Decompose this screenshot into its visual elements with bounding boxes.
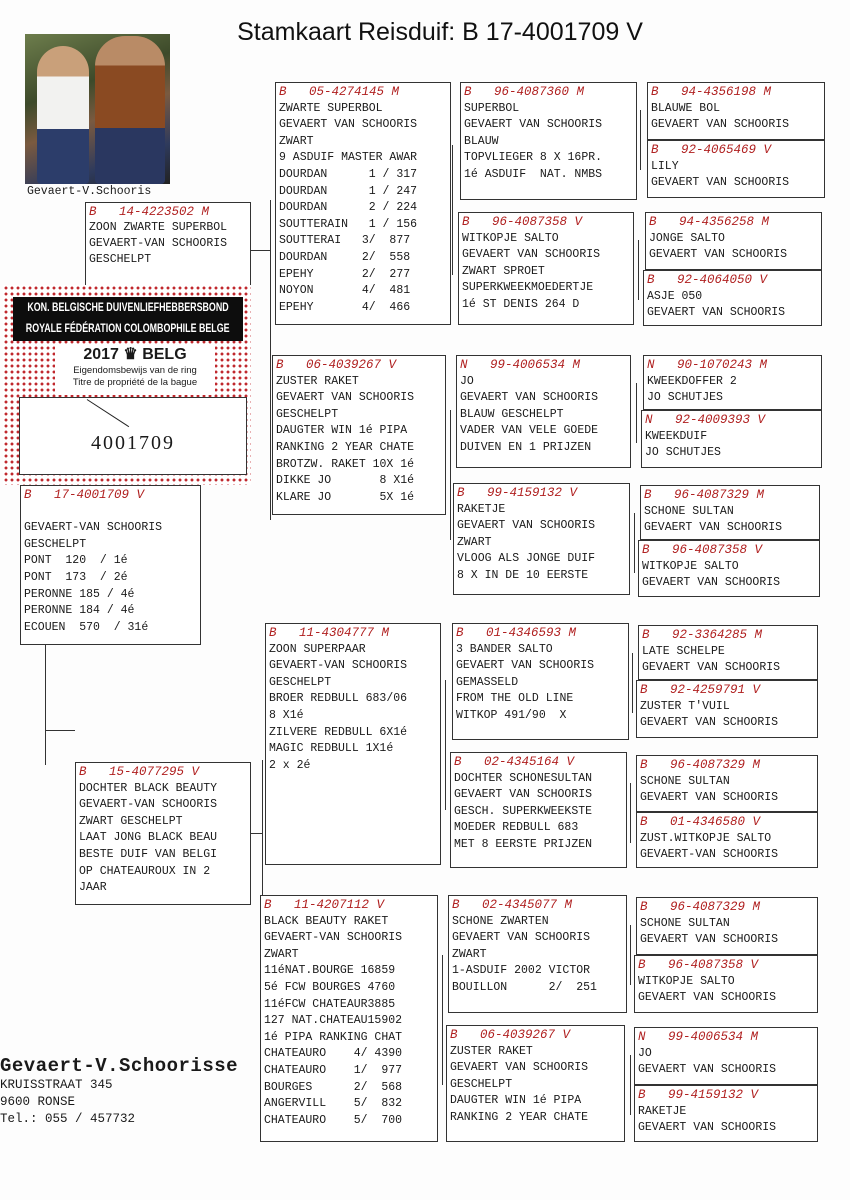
gen5-box bbox=[641, 410, 822, 468]
owner-city: 9600 RONSE bbox=[0, 1095, 76, 1109]
pedigree-line: BESTE DUIF VAN BELGI bbox=[79, 847, 218, 861]
ownership-label-fr: Titre de propriété de la bague bbox=[72, 377, 198, 388]
pedigree-line: WITKOPJE SALTO bbox=[638, 974, 735, 988]
pedigree-line: GEVAERT VAN SCHOORIS bbox=[644, 521, 783, 535]
ring-number: B 92-4259791 V bbox=[640, 683, 761, 697]
pedigree-line: GEVAERT VAN SCHOORIS bbox=[638, 1063, 777, 1077]
pedigree-line: DOURDAN 2/ 558 bbox=[279, 250, 411, 264]
pedigree-line: DIKKE JO 8 X1é bbox=[276, 474, 415, 488]
pedigree-line: 2 x 2é bbox=[269, 758, 311, 772]
pedigree-line: 1é ST DENIS 264 D bbox=[462, 297, 580, 311]
pedigree-line: ZILVERE REDBULL 6X1é bbox=[269, 725, 408, 739]
pedigree-line: CHATEAURO 4/ 4390 bbox=[264, 1047, 403, 1061]
pedigree-line: EPEHY 2/ 277 bbox=[279, 267, 411, 281]
ring-country: BELG bbox=[142, 346, 187, 363]
pedigree-line: JONGE SALTO bbox=[649, 231, 725, 245]
pedigree-line: JO SCHUTJES bbox=[645, 446, 721, 460]
ring-number: N 99-4006534 M bbox=[638, 1030, 759, 1044]
pedigree-line: 3 BANDER SALTO bbox=[456, 642, 553, 656]
pedigree-line: GEVAERT-VAN SCHOORIS bbox=[79, 798, 218, 812]
gen5-box bbox=[647, 140, 825, 198]
pedigree-line: GEVAERT VAN SCHOORIS bbox=[454, 788, 593, 802]
owner-photo bbox=[25, 34, 170, 184]
gen5-box bbox=[638, 625, 818, 680]
pedigree-line: DAUGTER WIN 1é PIPA bbox=[276, 424, 408, 438]
gen4-box bbox=[456, 355, 631, 468]
pedigree-line: GEVAERT VAN SCHOORIS bbox=[642, 576, 781, 590]
pedigree-line: 1é ASDUIF NAT. NMBS bbox=[464, 167, 603, 181]
pedigree-line: 127 NAT.CHATEAU15902 bbox=[264, 1014, 403, 1028]
ring-number: B 02-4345077 M bbox=[452, 898, 573, 912]
pedigree-line: VLOOG ALS JONGE DUIF bbox=[457, 552, 596, 566]
ring-number: B 96-4087358 V bbox=[462, 215, 583, 229]
ring-number: B 96-4087329 M bbox=[644, 488, 765, 502]
pedigree-line: OP CHATEAUROUX IN 2 bbox=[79, 864, 211, 878]
ring-number: N 92-4009393 V bbox=[645, 413, 766, 427]
pedigree-line: 8 X IN DE 10 EERSTE bbox=[457, 568, 589, 582]
ring-number: B 01-4346580 V bbox=[640, 815, 761, 829]
pedigree-line: RANKING 2 YEAR CHATE bbox=[450, 1110, 589, 1124]
ring-number: B 14-4223502 M bbox=[89, 205, 210, 219]
pedigree-line: VADER VAN VELE GOEDE bbox=[460, 424, 599, 438]
ring-number: B 96-4087329 M bbox=[640, 758, 761, 772]
pedigree-line: 1é PIPA RANKING CHAT bbox=[264, 1030, 403, 1044]
pedigree-line: 1-ASDUIF 2002 VICTOR bbox=[452, 964, 591, 978]
pedigree-line: GEVAERT VAN SCHOORIS bbox=[649, 248, 788, 262]
pedigree-line: GEVAERT VAN SCHOORIS bbox=[452, 931, 591, 945]
pedigree-line: GEVAERT VAN SCHOORIS bbox=[642, 661, 781, 675]
gen5-box bbox=[634, 955, 818, 1013]
pedigree-line: ZUSTER T'VUIL bbox=[640, 699, 730, 713]
pedigree-line: GEVAERT VAN SCHOORIS bbox=[647, 306, 786, 320]
pedigree-line: DOURDAN 2 / 224 bbox=[279, 201, 418, 215]
pedigree-line: WITKOPJE SALTO bbox=[642, 559, 739, 573]
pedigree-line: SUPERBOL bbox=[464, 101, 520, 115]
pedigree-line: GEVAERT-VAN SCHOORIS bbox=[640, 848, 779, 862]
pedigree-line: EPEHY 4/ 466 bbox=[279, 300, 411, 314]
pedigree-line: GESCHELPT bbox=[24, 537, 87, 551]
federation-name-fr: ROYALE FÉDÉRATION COLOMBOPHILE BELGE bbox=[26, 321, 230, 335]
pedigree-line: ZWART GESCHELPT bbox=[79, 814, 183, 828]
ring-number: B 05-4274145 M bbox=[279, 85, 400, 99]
pedigree-line: NOYON 4/ 481 bbox=[279, 284, 411, 298]
gen4-box bbox=[458, 212, 634, 325]
ring-number: B 94-4356258 M bbox=[649, 215, 770, 229]
pedigree-line: GESCHELPT bbox=[276, 407, 339, 421]
pedigree-line: GESCHELPT bbox=[89, 253, 152, 266]
ring-number: B 99-4159132 V bbox=[638, 1088, 759, 1102]
pedigree-line: GEVAERT VAN SCHOORIS bbox=[640, 791, 779, 805]
pedigree-line: DOCHTER SCHONESULTAN bbox=[454, 771, 593, 785]
pedigree-line: LAAT JONG BLACK BEAU bbox=[79, 831, 218, 845]
pedigree-line: JO SCHUTJES bbox=[647, 391, 723, 405]
pedigree-line: BLAUW bbox=[464, 134, 499, 148]
pedigree-line: DAUGTER WIN 1é PIPA bbox=[450, 1094, 582, 1108]
ring-number: B 11-4304777 M bbox=[269, 626, 390, 640]
pedigree-line: 9 ASDUIF MASTER AWAR bbox=[279, 151, 418, 165]
pedigree-line: GEVAERT VAN SCHOORIS bbox=[457, 519, 596, 533]
pedigree-line: PONT 173 / 2é bbox=[24, 570, 128, 584]
owner-name: Gevaert-V.Schoorisse bbox=[0, 1055, 239, 1077]
pedigree-line: GEVAERT VAN SCHOORIS bbox=[276, 391, 415, 405]
pedigree-line: MOEDER REDBULL 683 bbox=[454, 821, 579, 835]
crown-icon: ♛ bbox=[123, 346, 138, 363]
pedigree-line: ZWART bbox=[457, 535, 492, 549]
pedigree-line: GEVAERT VAN SCHOORIS bbox=[460, 391, 599, 405]
pedigree-line: WITKOPJE SALTO bbox=[462, 231, 559, 245]
pedigree-line: GESCHELPT bbox=[269, 675, 332, 689]
ring-number: B 92-4064050 V bbox=[647, 273, 768, 287]
owner-address bbox=[0, 1055, 238, 1128]
ring-year-block bbox=[55, 345, 215, 395]
gen5-box bbox=[645, 212, 822, 270]
owner-street: KRUISSTRAAT 345 bbox=[0, 1078, 113, 1092]
gen5-box bbox=[638, 540, 820, 597]
dam-box bbox=[75, 762, 251, 905]
ring-number: B 96-4087360 M bbox=[464, 85, 585, 99]
dam-dam-box bbox=[260, 895, 438, 1142]
pedigree-line: PERONNE 184 / 4é bbox=[24, 604, 135, 618]
pedigree-line: ZWARTE SUPERBOL bbox=[279, 101, 383, 115]
pedigree-line: TOPVLIEGER 8 X 16PR. bbox=[464, 151, 603, 165]
subject-box bbox=[20, 485, 201, 645]
pedigree-line: JO bbox=[460, 374, 474, 388]
pedigree-line: ZWART bbox=[279, 134, 314, 148]
gen4-box bbox=[453, 483, 630, 595]
pedigree-line: DOURDAN 1 / 247 bbox=[279, 184, 418, 198]
gen5-box bbox=[636, 812, 818, 868]
pedigree-line: KWEEKDOFFER 2 bbox=[647, 374, 737, 388]
pedigree-line: BOUILLON 2/ 251 bbox=[452, 980, 597, 994]
pedigree-line: KLARE JO 5X 1é bbox=[276, 490, 415, 504]
ring-number: B 15-4077295 V bbox=[79, 765, 200, 779]
pedigree-line: SCHONE ZWARTEN bbox=[452, 914, 549, 928]
ownership-label-nl: Eigendomsbewijs van de ring bbox=[73, 365, 197, 376]
pedigree-line: GEVAERT VAN SCHOORIS bbox=[638, 991, 777, 1005]
pedigree-line: SCHONE SULTAN bbox=[644, 504, 734, 518]
pedigree-line: BLACK BEAUTY RAKET bbox=[264, 914, 389, 928]
gen4-box bbox=[446, 1025, 625, 1142]
pedigree-line: LATE SCHELPE bbox=[642, 644, 725, 658]
pedigree-line: PONT 120 / 1é bbox=[24, 554, 128, 568]
pedigree-line: 5é FCW BOURGES 4760 bbox=[264, 980, 396, 994]
gen4-box bbox=[448, 895, 627, 1013]
pedigree-line: ZUST.WITKOPJE SALTO bbox=[640, 831, 772, 845]
pedigree-line: PERONNE 185 / 4é bbox=[24, 587, 135, 601]
ring-number: B 06-4039267 V bbox=[450, 1028, 571, 1042]
page-title: Stamkaart Reisduif: B 17-4001709 V bbox=[237, 18, 643, 46]
pedigree-line: SOUTTERAI 3/ 877 bbox=[279, 234, 411, 248]
pedigree-line: ZUSTER RAKET bbox=[450, 1044, 533, 1058]
pedigree-line bbox=[24, 504, 197, 521]
pedigree-line: GEVAERT-VAN SCHOORIS bbox=[264, 931, 403, 945]
pedigree-line: GEVAERT-VAN SCHOORIS bbox=[89, 237, 228, 250]
pedigree-line: 11éNAT.BOURGE 16859 bbox=[264, 964, 396, 978]
gen5-box bbox=[636, 897, 818, 955]
photo-caption: Gevaert-V.Schooris bbox=[27, 185, 152, 198]
gen5-box bbox=[634, 1085, 818, 1142]
ring-number: B 96-4087358 V bbox=[638, 958, 759, 972]
pedigree-line: DOCHTER BLACK BEAUTY bbox=[79, 781, 218, 795]
pedigree-line: CHATEAURO 5/ 700 bbox=[264, 1113, 403, 1127]
pedigree-line: ASJE 050 bbox=[647, 289, 703, 303]
pedigree-line: DUIVEN EN 1 PRIJZEN bbox=[460, 440, 592, 454]
pedigree-line: RANKING 2 YEAR CHATE bbox=[276, 440, 415, 454]
pedigree-line: RAKETJE bbox=[638, 1104, 687, 1118]
pedigree-line: GEVAERT VAN SCHOORIS bbox=[279, 118, 418, 132]
pedigree-line: BROTZW. RAKET 10X 1é bbox=[276, 457, 415, 471]
gen4-box bbox=[460, 82, 637, 200]
pedigree-line: MET 8 EERSTE PRIJZEN bbox=[454, 837, 593, 851]
pedigree-line: GEVAERT VAN SCHOORIS bbox=[450, 1061, 589, 1075]
pedigree-line: GESCHELPT bbox=[450, 1077, 513, 1091]
pedigree-line: GEVAERT VAN SCHOORIS bbox=[464, 118, 603, 132]
gen5-box bbox=[636, 755, 818, 812]
pedigree-line: GEMASSELD bbox=[456, 675, 519, 689]
sire-dam-box bbox=[272, 355, 446, 515]
pedigree-line: GEVAERT VAN SCHOORIS bbox=[462, 248, 601, 262]
federation-banner bbox=[13, 297, 243, 341]
federation-name-nl: KON. BELGISCHE DUIVENLIEFHEBBERSBOND bbox=[27, 300, 229, 314]
ring-number: N 99-4006534 M bbox=[460, 358, 581, 372]
pedigree-line: ZWART SPROET bbox=[462, 264, 545, 278]
ring-number: B 02-4345164 V bbox=[454, 755, 575, 769]
ring-number: B 92-3364285 M bbox=[642, 628, 763, 642]
ring-number: B 99-4159132 V bbox=[457, 486, 578, 500]
pedigree-line: GEVAERT VAN SCHOORIS bbox=[651, 176, 790, 190]
pedigree-line: JAAR bbox=[79, 881, 107, 895]
pedigree-line: GEVAERT-VAN SCHOORIS bbox=[269, 659, 408, 673]
pedigree-line: KWEEKDUIF bbox=[645, 429, 708, 443]
pedigree-line: GEVAERT VAN SCHOORIS bbox=[456, 659, 595, 673]
ring-number: 4001709 bbox=[19, 397, 247, 475]
pedigree-line: 11éFCW CHATEAUR3885 bbox=[264, 997, 396, 1011]
pedigree-line: FROM THE OLD LINE bbox=[456, 692, 574, 706]
pedigree-line: BOURGES 2/ 568 bbox=[264, 1080, 403, 1094]
ring-number: B 17-4001709 V bbox=[24, 488, 145, 502]
dam-sire-box bbox=[265, 623, 441, 865]
ring-ownership-card bbox=[3, 285, 251, 485]
ring-year: 2017 bbox=[83, 346, 119, 363]
pedigree-line: GESCH. SUPERKWEEKSTE bbox=[454, 804, 593, 818]
ring-number: B 01-4346593 M bbox=[456, 626, 577, 640]
pedigree-line: GEVAERT VAN SCHOORIS bbox=[640, 933, 779, 947]
pedigree-line: ZUSTER RAKET bbox=[276, 374, 359, 388]
ring-number: B 96-4087329 M bbox=[640, 900, 761, 914]
pedigree-line: SCHONE SULTAN bbox=[640, 916, 730, 930]
gen4-box bbox=[450, 752, 627, 868]
pedigree-line: RAKETJE bbox=[457, 502, 506, 516]
ring-number: B 11-4207112 V bbox=[264, 898, 385, 912]
gen5-box bbox=[643, 355, 822, 410]
pedigree-line: CHATEAURO 1/ 977 bbox=[264, 1063, 403, 1077]
pedigree-line: ZWART bbox=[452, 947, 487, 961]
gen5-box bbox=[634, 1027, 818, 1085]
ring-number: B 92-4065469 V bbox=[651, 143, 772, 157]
ring-number: B 96-4087358 V bbox=[642, 543, 763, 557]
pedigree-line: BLAUWE BOL bbox=[651, 101, 721, 115]
gen5-box bbox=[640, 485, 820, 540]
gen4-box bbox=[452, 623, 629, 740]
pedigree-line: ECOUEN 570 / 31é bbox=[24, 620, 149, 634]
pedigree-line: WITKOP 491/90 X bbox=[456, 708, 567, 722]
pedigree-line: BROER REDBULL 683/06 bbox=[269, 692, 408, 706]
pedigree-line: 8 X1é bbox=[269, 708, 304, 722]
pedigree-line: GEVAERT VAN SCHOORIS bbox=[640, 716, 779, 730]
ring-number: N 90-1070243 M bbox=[647, 358, 768, 372]
pedigree-line: SCHONE SULTAN bbox=[640, 774, 730, 788]
pedigree-line: GEVAERT VAN SCHOORIS bbox=[638, 1121, 777, 1135]
pedigree-line: GEVAERT VAN SCHOORIS bbox=[651, 118, 790, 132]
sire-box bbox=[85, 202, 251, 286]
gen5-box bbox=[636, 680, 818, 738]
pedigree-line: ZWART bbox=[264, 947, 299, 961]
gen5-box bbox=[643, 270, 822, 326]
pedigree-line: GEVAERT-VAN SCHOORIS bbox=[24, 521, 163, 535]
pedigree-line: DOURDAN 1 / 317 bbox=[279, 167, 418, 181]
pedigree-line: SOUTTERAIN 1 / 156 bbox=[279, 217, 418, 231]
pedigree-line: BLAUW GESCHELPT bbox=[460, 407, 564, 421]
gen5-box bbox=[647, 82, 825, 140]
ring-number: B 06-4039267 V bbox=[276, 358, 397, 372]
pedigree-line: LILY bbox=[651, 159, 679, 173]
pedigree-line: JO bbox=[638, 1046, 652, 1060]
pedigree-line: SUPERKWEEKMOEDERTJE bbox=[462, 281, 594, 295]
sire-sire-box bbox=[275, 82, 451, 325]
pedigree-line: ANGERVILL 5/ 832 bbox=[264, 1097, 403, 1111]
pedigree-line: ZOON ZWARTE SUPERBOL bbox=[89, 221, 228, 234]
pedigree-line: MAGIC REDBULL 1X1é bbox=[269, 742, 394, 756]
owner-phone: Tel.: 055 / 457732 bbox=[0, 1112, 136, 1126]
pedigree-line: ZOON SUPERPAAR bbox=[269, 642, 366, 656]
ring-number: B 94-4356198 M bbox=[651, 85, 772, 99]
